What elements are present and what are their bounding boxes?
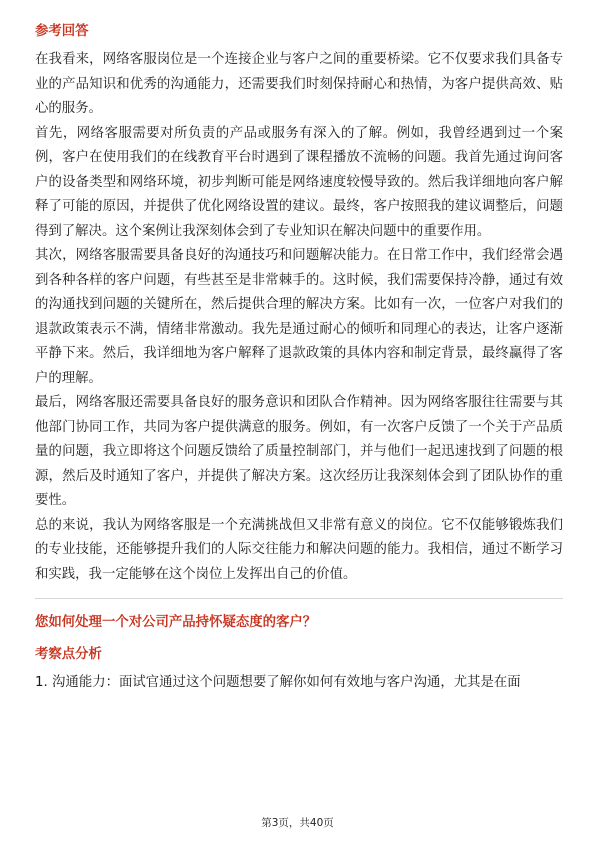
answer-paragraph-5: 总的来说，我认为网络客服是一个充满挑战但又非常有意义的岗位。它不仅能够锻炼我们的专业技能，还能够提升我们的人际交往能力和解决问题的能力。我相信，通过不断学习和实践，我一定能够在这个岗位上发挥出自己的价值。 (35, 517, 563, 582)
section-divider (35, 598, 563, 599)
analysis-heading: 考察点分析 (35, 647, 102, 662)
question-title: 您如何处理一个对公司产品持怀疑态度的客户？ (35, 615, 317, 630)
analysis-paragraph-1: 1. 沟通能力：面试官通过这个问题想要了解你如何有效地与客户沟通，尤其是在面 (35, 675, 521, 690)
page-number: 第3页，共40页 (261, 817, 334, 829)
answer-heading: 参考回答 (35, 24, 89, 39)
answer-paragraph-2: 首先，网络客服需要对所负责的产品或服务有深入的了解。例如，我曾经遇到过一个案例，客户在使用我们的在线教育平台时遇到了课程播放不流畅的问题。我首先通过询问客户的设备类型和网络环境，初步判断可能是网络速度较慢导致的。然后我详细地向客户解释了可能的原因，并提供了优化网络设置的建议。最终，客户按照我的建议调整后，问题得到了解决。这个案例让我深刻体会到了专业知识在解决问题中的重要作用。 (35, 125, 563, 239)
page-content (35, 22, 563, 696)
answer-paragraph-4: 最后，网络客服还需要具备良好的服务意识和团队合作精神。因为网络客服往往需要与其他部门协同工作，共同为客户提供满意的服务。例如，有一次客户反馈了一个关于产品质量的问题，我立即将这个问题反馈给了质量控制部门，并与他们一起迅速找到了问题的根源，然后及时通知了客户，并提供了解决方案。这次经历让我深刻体会到了团队协作的重要性。 (35, 395, 563, 508)
answer-paragraph-1: 在我看来，网络客服岗位是一个连接企业与客户之间的重要桥梁。它不仅要求我们具备专业的产品知识和优秀的沟通能力，还需要我们时刻保持耐心和热情，为客户提供高效、贴心的服务。 (35, 52, 563, 116)
answer-paragraph-3: 其次，网络客服需要具备良好的沟通技巧和问题解决能力。在日常工作中，我们经常会遇到各种各样的客户问题，有些甚至是非常棘手的。这时候，我们需要保持冷静，通过有效的沟通找到问题的关键所在，然后提供合理的解决方案。比如有一次，一位客户对我们的退款政策表示不满，情绪非常激动。我先是通过耐心的倾听和同理心的表达，让客户逐渐平静下来。然后，我详细地为客户解释了退款政策的具体内容和制定背景，最终赢得了客户的理解。 (35, 248, 563, 386)
